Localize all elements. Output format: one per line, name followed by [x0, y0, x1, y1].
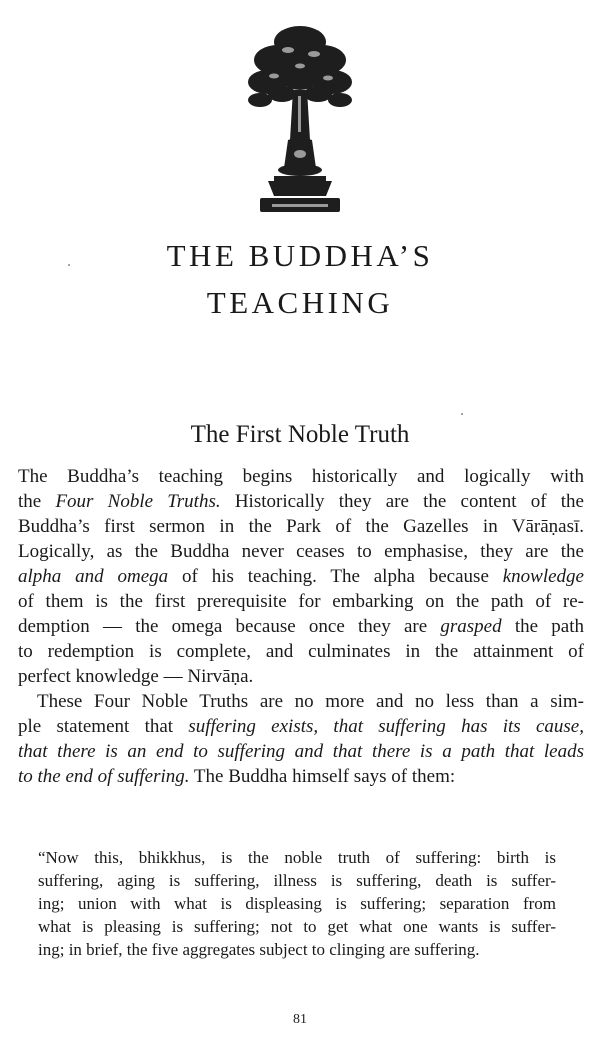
text-run: perfect knowledge — Nirvāṇa.: [18, 666, 254, 687]
paragraph-1: [18, 464, 584, 689]
text-line: [18, 464, 584, 489]
text-run: Logically, as the Buddha never ceases to emphasise, they are the: [18, 541, 584, 562]
text-run: The Buddha himself says of them:: [189, 766, 456, 787]
italic-text-run: Four Noble Truths.: [55, 491, 221, 512]
italic-text-run: knowledge: [502, 566, 584, 587]
text-line: [18, 489, 584, 514]
text-run: of them is the first prerequisite for embarking on the path of re-: [18, 591, 584, 612]
quote-line: [38, 846, 556, 869]
text-line: [18, 564, 584, 589]
text-run: the: [18, 491, 56, 512]
text-line: [18, 539, 584, 564]
quote-line: [38, 915, 556, 938]
text-run: suffering, aging is suffering, illness is suffering, death is suffer-: [38, 871, 556, 890]
text-run: of his teaching. The alpha because: [168, 566, 503, 587]
text-run: “Now this, bhikkhus, is the noble truth of suffering: birth is: [38, 848, 556, 867]
italic-text-run: suffering exists, that suffering has its cause,: [188, 716, 584, 737]
body-text: [18, 464, 584, 789]
text-line: [18, 714, 584, 739]
text-run: Buddha’s first sermon in the Park of the Gazelles in Vārāṇasī.: [18, 516, 584, 537]
quote-line: [38, 892, 556, 915]
bodhi-tree-buddha-icon: [248, 20, 352, 216]
text-run: demption — the omega because once they are: [18, 616, 441, 637]
chapter-title-line-2: TEACHING: [206, 285, 394, 320]
text-line: [18, 514, 584, 539]
text-run: ple statement that: [18, 716, 189, 737]
quote-line: [38, 938, 556, 961]
chapter-title-line-1: THE BUDDHA’S: [166, 238, 434, 273]
block-quote: [38, 846, 556, 961]
text-run: The Buddha’s teaching begins historically and logically with: [18, 466, 584, 487]
italic-text-run: grasped: [440, 616, 502, 637]
text-run: These Four Noble Truths are no more and no less than a sim-: [37, 691, 584, 712]
text-line: [18, 639, 584, 664]
text-line: [18, 764, 584, 789]
print-speck: [68, 264, 70, 266]
section-title: The First Noble Truth: [190, 421, 410, 448]
text-line: [18, 664, 584, 689]
italic-text-run: that there is an end to suffering and that there is a path that leads: [18, 741, 584, 762]
print-speck: [461, 413, 463, 415]
text-run: the path: [501, 616, 584, 637]
paragraph-2: [18, 689, 584, 789]
text-run: ing; in brief, the five aggregates subject to clinging are suffering.: [38, 940, 480, 959]
text-line: [18, 689, 584, 714]
text-line: [18, 614, 584, 639]
italic-text-run: alpha and omega: [18, 566, 169, 587]
text-line: [18, 739, 584, 764]
text-run: what is pleasing is suffering; not to get what one wants is suffer-: [38, 917, 556, 936]
text-run: ing; union with what is displeasing is suffering; separation from: [38, 894, 556, 913]
text-run: to redemption is complete, and culminates in the attainment of: [18, 641, 584, 662]
italic-text-run: to the end of suffering.: [18, 766, 190, 787]
page-number: 81: [293, 1012, 307, 1027]
text-line: [18, 589, 584, 614]
quote-line: [38, 869, 556, 892]
text-run: Historically they are the content of the: [220, 491, 584, 512]
